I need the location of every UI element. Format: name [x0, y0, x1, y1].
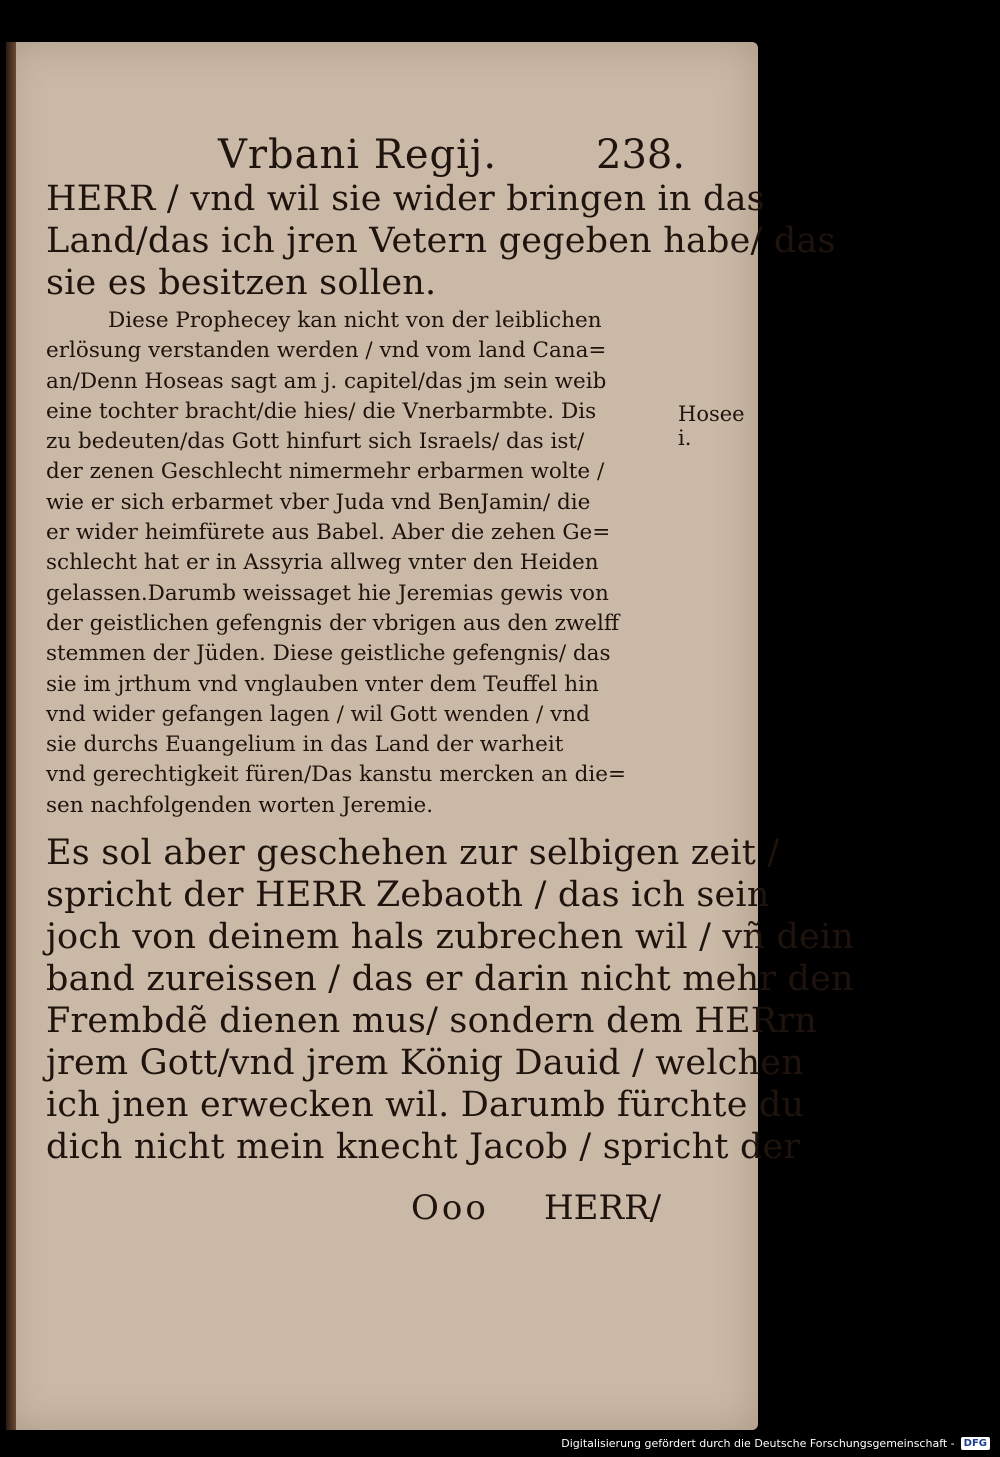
text-line: spricht der HERR Zebaoth / das ich sein: [46, 875, 770, 915]
text-line: vnd wider gefangen lagen / wil Gott wenden / vnd: [46, 701, 590, 727]
text-line: band zureissen / das er darin nicht mehr den: [46, 959, 854, 999]
paragraph-1: [46, 178, 836, 304]
text-line: vnd gerechtigkeit füren/Das kanstu mercken an die=: [46, 762, 626, 788]
text-line: sie im jrthum vnd vnglauben vnter dem Teuffel hin: [46, 671, 599, 697]
text-line: joch von deinem hals zubrechen wil / vñ dein: [46, 917, 855, 957]
text-line: zu bedeuten/das Gott hinfurt sich Israels/ das ist/: [46, 429, 585, 455]
text-line: der zenen Geschlecht nimermehr erbarmen wolte /: [46, 459, 605, 485]
footer-credit: [561, 1433, 990, 1453]
text-line: der geistlichen gefengnis der vbrigen aus den zwelff: [46, 610, 620, 636]
text-line: schlecht hat er in Assyria allweg vnter den Heiden: [46, 550, 599, 576]
text-line: er wider heimfürete aus Babel. Aber die zehen Ge=: [46, 520, 611, 546]
text-line: dich nicht mein knecht Jacob / spricht der: [46, 1127, 801, 1167]
text-line: ich jnen erwecken wil. Darumb fürchte du: [46, 1085, 805, 1125]
text-line: sen nachfolgenden worten Jeremie.: [46, 792, 434, 818]
marginal-note: Hosee i.: [678, 402, 745, 450]
text-line: Es sol aber geschehen zur selbigen zeit /: [46, 833, 780, 873]
signature-mark: Ooo: [411, 1188, 489, 1228]
text-line: an/Denn Hoseas sagt am j. capitel/das jm sein weib: [46, 368, 607, 394]
text-line: sie es besitzen sollen.: [46, 263, 437, 303]
text-line: Land/das ich jren Vetern gegeben habe/ das: [46, 221, 836, 261]
footer-text: Digitalisierung gefördert durch die Deutsche Forschungsgemeinschaft -: [561, 1436, 955, 1450]
text-line: eine tochter bracht/die hies/ die Vnerbarmbte. Dis: [46, 398, 597, 424]
paragraph-2-commentary: [46, 306, 626, 821]
text-line: Diese Prophecey kan nicht von der leiblichen: [108, 308, 602, 333]
text-line: Frembdẽ dienen mus/ sondern dem HERrn: [46, 1001, 818, 1041]
text-line: HERR / vnd wil sie wider bringen in das: [46, 179, 765, 219]
text-line: wie er sich erbarmet vber Juda vnd BenJamin/ die: [46, 489, 591, 515]
text-line: jrem Gott/vnd jrem König Dauid / welchen: [46, 1043, 804, 1083]
text-line: sie durchs Euangelium in das Land der warheit: [46, 732, 564, 758]
text-line: stemmen der Jüden. Diese geistliche gefengnis/ das: [46, 641, 611, 667]
text-line: gelassen.Darumb weissaget hie Jeremias gewis von: [46, 580, 609, 606]
page-number: 238.: [596, 132, 686, 178]
text-line: erlösung verstanden werden / vnd vom land Cana=: [46, 338, 607, 364]
paragraph-3: [46, 832, 854, 1168]
catchword: HERR/: [544, 1188, 662, 1228]
page-spine-edge: [6, 42, 16, 1430]
running-head: [6, 132, 686, 182]
dfg-logo: DFG: [961, 1437, 990, 1450]
book-page: [6, 42, 855, 1430]
running-head-title: Vrbani Regij.: [218, 132, 498, 178]
